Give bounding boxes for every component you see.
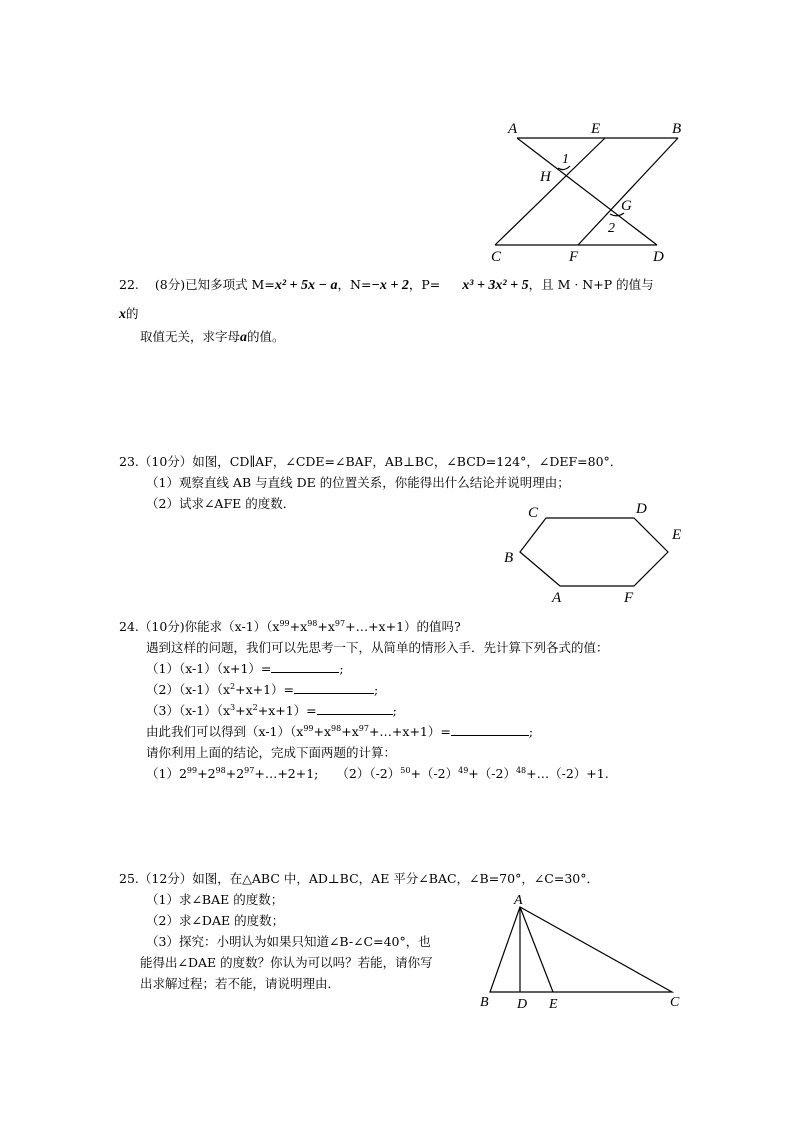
q24-item3-pre: （3）（x-1）（x xyxy=(146,703,231,718)
label-b: B xyxy=(504,550,514,566)
q24-calc1-pre: （1）2 xyxy=(146,766,187,781)
label-f: F xyxy=(624,590,634,606)
q22-number: 22. xyxy=(119,277,139,292)
q23-line1: 23.（10分）如图，CD∥AF，∠CDE=∠BAF，AB⊥BC，∠BCD=124°，∠DEF=80°． xyxy=(119,454,623,469)
figure-q21 xyxy=(480,112,700,272)
q24-use-line: 请你利用上面的结论，完成下面两题的计算： xyxy=(146,745,397,760)
q24-calc: $(1)2^{99}+2^{98}+2^{97}+\dots+2+1$; $(2)(-2)^{50}+(-2)^{49}+(-2)^{48}+\dots(-2)+1$. xyxy=(146,765,609,781)
q22-var-a: a xyxy=(240,330,248,345)
q22-line2 xyxy=(140,328,285,346)
label-e: E xyxy=(549,997,558,1012)
q23-part1: （1）观察直线 AB 与直线 DE 的位置关系，你能得出什么结论并说明理由； xyxy=(146,475,570,490)
label-c: C xyxy=(528,505,539,521)
label-b: B xyxy=(480,995,489,1010)
q23-part2: （2）试求∠AFE 的度数． xyxy=(146,496,296,511)
hexagon-shape xyxy=(520,518,668,586)
label-angle-2: 2 xyxy=(608,221,615,236)
figure-q23-hexagon xyxy=(498,498,690,608)
q22-de: 的 xyxy=(126,306,139,321)
q25-line1: 25.（12分）如图，在△ABC 中，AD⊥BC，AE 平分∠BAC，∠B=70°，∠C=30°． xyxy=(119,871,599,886)
q24-item3-post: +x+1）= xyxy=(257,703,317,718)
q24-derive-post: +x+1）= xyxy=(391,724,451,739)
segment-ad xyxy=(517,138,657,245)
q24-line1-post: +x+1）的值吗? xyxy=(368,619,461,634)
q22-line1-cont xyxy=(119,305,139,323)
q25-part3-line1: （3）探究：小明认为如果只知道∠B-∠C=40°，也 xyxy=(146,934,431,949)
q24-calc1-post: +2+1; xyxy=(277,766,319,781)
q24-item2-post: +x+1）= xyxy=(235,682,295,697)
q22-tail: ，且 M · N+P 的值与 xyxy=(528,277,654,292)
q24-calc2-pre: （2）（-2） xyxy=(336,766,401,781)
q22-intro: 已知多项式 M= xyxy=(185,277,275,292)
q24-derive-pre: 由此我们可以得到（x-1）（x xyxy=(146,724,304,739)
label-a: A xyxy=(514,893,523,908)
q25-part3-line2: 能得出∠DAE 的度数？你认为可以吗？若能，请你写 xyxy=(140,955,433,970)
q24-item3-blank[interactable] xyxy=(317,702,393,715)
q22-n-expression: −x + 2 xyxy=(371,278,409,293)
q22-m-expression: x² + 5x − a xyxy=(274,278,338,293)
q25-part3-line3: 出求解过程；若不能，请说明理由． xyxy=(140,976,341,991)
q24-line1-pre: 24.（10分)你能求（x-1）（x xyxy=(119,619,280,634)
q22-line1 xyxy=(119,276,654,294)
q24-item1-text: （1）（x-1）（x+1）= xyxy=(146,661,272,676)
q22-line2-text: 取值无关，求字母 xyxy=(140,329,241,344)
q24-item2: $(2)(x-1)(x^2+x+1)=$ ; xyxy=(146,681,379,697)
q24-calc2-post: （-2）+1. xyxy=(549,766,609,781)
q24-item3: $(3)(x-1)(x^3+x^2+x+1)=$ ; xyxy=(146,702,397,718)
q22-comma1: ，N= xyxy=(337,277,372,292)
label-d: D xyxy=(517,997,528,1012)
label-h: H xyxy=(540,169,551,185)
q24-item2-pre: （2）（x-1）（x xyxy=(146,682,231,697)
label-b: B xyxy=(672,121,682,137)
q24-derive-blank[interactable] xyxy=(451,723,529,736)
q22-p-expression: x³ + 3x² + 5 xyxy=(462,278,529,293)
label-g: G xyxy=(621,198,632,214)
q24-item1: （1）（x-1）（x+1）= ; xyxy=(146,661,344,676)
q22-comma2: ，P= xyxy=(408,277,441,292)
label-d: D xyxy=(653,249,664,265)
segment-ae xyxy=(520,907,553,992)
triangle-abc xyxy=(490,907,672,992)
label-c: C xyxy=(670,995,680,1010)
q24-line2: 遇到这样的问题，我们可以先思考一下，从简单的情形入手．先计算下列各式的值： xyxy=(146,640,609,655)
label-angle-1: 1 xyxy=(562,152,569,167)
q22-line2-end: 的值。 xyxy=(247,329,285,344)
label-e: E xyxy=(591,121,601,137)
label-f: F xyxy=(569,249,579,265)
label-e: E xyxy=(672,527,682,543)
label-a: A xyxy=(508,121,518,137)
q25-part2: （2）求∠DAE 的度数； xyxy=(146,913,285,928)
q24-item1-blank[interactable] xyxy=(271,660,339,673)
q24-item2-blank[interactable] xyxy=(294,681,374,694)
q24-line1: 24.（10分)你能求$(x-1)(x^{99}+x^{98}+x^{97}+\dots+x+1)$的值吗? xyxy=(119,618,461,634)
figure-q25-triangle xyxy=(474,892,688,1014)
q22-var-x: x xyxy=(119,307,126,322)
q22-score: (8分) xyxy=(154,277,186,292)
label-a: A xyxy=(552,590,562,606)
segment-fb xyxy=(578,138,678,245)
q25-part1: （1）求∠BAE 的度数； xyxy=(146,892,284,907)
segment-ce xyxy=(495,138,605,245)
label-c: C xyxy=(491,249,502,265)
q24-derive: 由此我们可以得到$(x-1)(x^{99}+x^{98}+x^{97}+\dots+x+1)=$ ; xyxy=(146,723,534,739)
label-d: D xyxy=(636,501,647,517)
